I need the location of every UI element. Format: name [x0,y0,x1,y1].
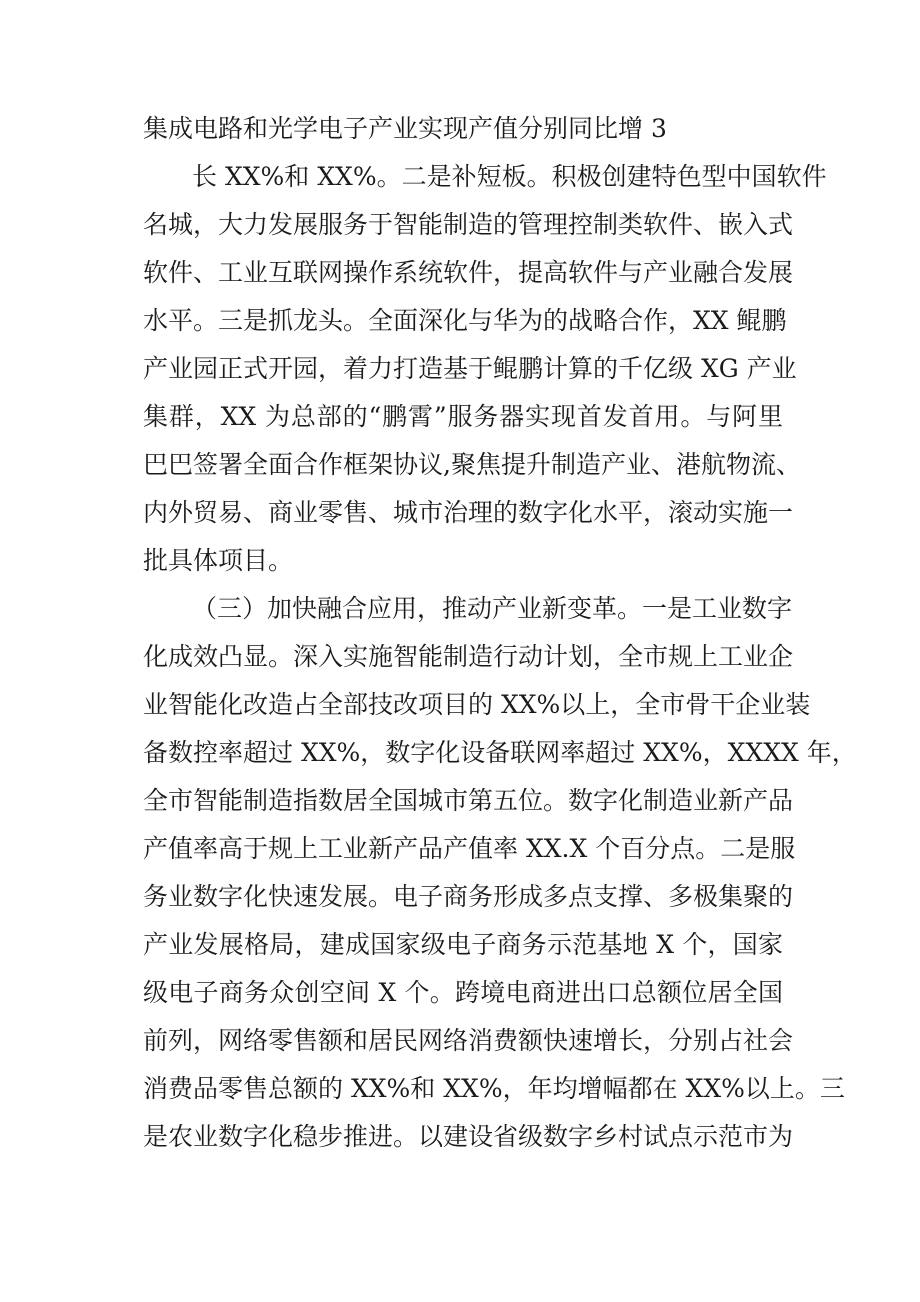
text-line-14: 备数控率超过 XX%，数字化设备联网率超过 XX%，XXXX 年， [143,738,857,767]
text-line-11: （三）加快融合应用，推动产业新变革。一是工业数字 [192,594,793,623]
text-line-3: 名城，大力发展服务于智能制造的管理控制类软件、嵌入式 [143,210,794,239]
text-line-22: 是农业数字化稳步推进。以建设省级数字乡村试点示范市为 [143,1122,794,1151]
text-line-7: 集群，XX 为总部的“鹏霄”服务器实现首发首用。与阿里 [143,402,783,431]
text-line-19: 级电子商务众创空间 X 个。跨境电商进出口总额位居全国 [143,978,783,1007]
text-line-21: 消费品零售总额的 XX%和 XX%，年均增幅都在 XX%以上。三 [143,1074,845,1103]
text-line-18: 产业发展格局，建成国家级电子商务示范基地 X 个，国家 [143,930,783,959]
text-line-17: 务业数字化快速发展。电子商务形成多点支撑、多极集聚的 [143,882,794,911]
text-line-20: 前列，网络零售额和居民网络消费额快速增长，分别占社会 [143,1026,794,1055]
text-line-4: 软件、工业互联网操作系统软件，提高软件与产业融合发展 [143,258,794,287]
text-line-8: 巴巴签署全面合作框架协议,聚焦提升制造产业、港航物流、 [143,450,801,479]
text-line-10: 批具体项目。 [143,546,294,575]
text-line-5: 水平。三是抓龙头。全面深化与华为的战略合作，XX 鲲鹏 [143,306,787,335]
text-line-6: 产业园正式开园，着力打造基于鲲鹏计算的千亿级 XG 产业 [143,354,797,383]
text-line-12: 化成效凸显。深入实施智能制造行动计划，全市规上工业企 [143,642,794,671]
text-line-16: 产值率高于规上工业新产品产值率 XX.X 个百分点。二是服 [143,834,796,863]
text-line-1: 集成电路和光学电子产业实现产值分别同比增 3 [143,114,667,143]
text-line-2: 长 XX%和 XX%。二是补短板。积极创建特色型中国软件 [192,162,827,191]
text-line-9: 内外贸易、商业零售、城市治理的数字化水平，滚动实施一 [143,498,794,527]
text-line-13: 业智能化改造占全部技改项目的 XX%以上，全市骨干企业装 [143,690,811,719]
text-line-15: 全市智能制造指数居全国城市第五位。数字化制造业新产品 [143,786,794,815]
